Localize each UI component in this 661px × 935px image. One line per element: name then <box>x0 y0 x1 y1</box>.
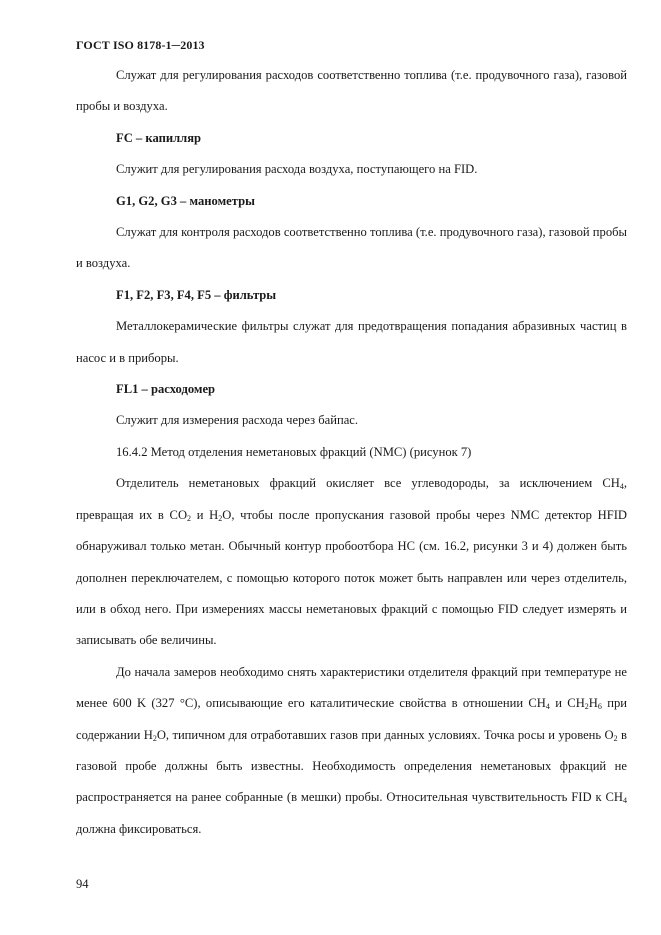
section-heading-16-4-2: 16.4.2 Метод отделения неметановых фракций (NMC) (рисунок 7) <box>116 444 472 459</box>
item-heading-flowmeter: FL1 – расходомер <box>116 382 216 397</box>
paragraph: Служат для регулирования расходов соответственно топлива (т.е. продувочного газа), газовой пробы и воздуха. <box>76 68 627 114</box>
page-number: 94 <box>76 877 89 891</box>
paragraph: Служат для контроля расходов соответственно топлива (т.е. продувочного газа), газовой пробы и воздуха. <box>76 225 627 271</box>
item-heading-gauges: G1, G2, G3 – манометры <box>116 193 255 208</box>
paragraph: Служит для регулирования расхода воздуха, поступающего на FID. <box>116 162 478 177</box>
paragraph-nmc: Отделитель неметановых фракций окисляет все углеводороды, за исключением $CH_4$, превращая их в $CO_2$ и $H_2O$, чтобы после пропускания газовой пробы через NMC детектор HFID обнаруживал только метан. Обычный контур пробоотбора HC (см. 16.2, рисунки 3 и 4) должен быть дополнен переключателем, с помощью которого поток может быть направлен или через отделитель, или в обход него. При измерениях массы неметановых фракций с помощью FID следует измерять и записывать обе величины. <box>76 476 627 648</box>
paragraph: Металлокерамические фильтры служат для предотвращения попадания абразивных частиц в насос и в приборы. <box>76 319 627 365</box>
item-heading-filters: F1, F2, F3, F4, F5 – фильтры <box>116 287 277 302</box>
paragraph: Служит для измерения расхода через байпас. <box>116 413 359 428</box>
paragraph-calibration: До начала замеров необходимо снять характеристики отделителя фракций при температуре не менее 600 K (327 °C), описывающие его каталитические свойства в отношении $CH_4$ и $CH_2H_6$ при содержании $H_2O$, типичном для отработавших газов при данных условиях. Точка росы и уровень $O_2$ в газовой пробе должны быть известны. Необходимость определения неметановых фракций не распространяется на ранее собранные (в мешки) пробы. Относительная чувствительность FID к $CH_4$ должна фиксироваться. <box>76 664 628 836</box>
document-header: ГОСТ ISO 8178-1─2013 <box>76 38 205 52</box>
document-body <box>76 60 627 845</box>
item-heading-fc: FC – капилляр <box>116 130 202 145</box>
